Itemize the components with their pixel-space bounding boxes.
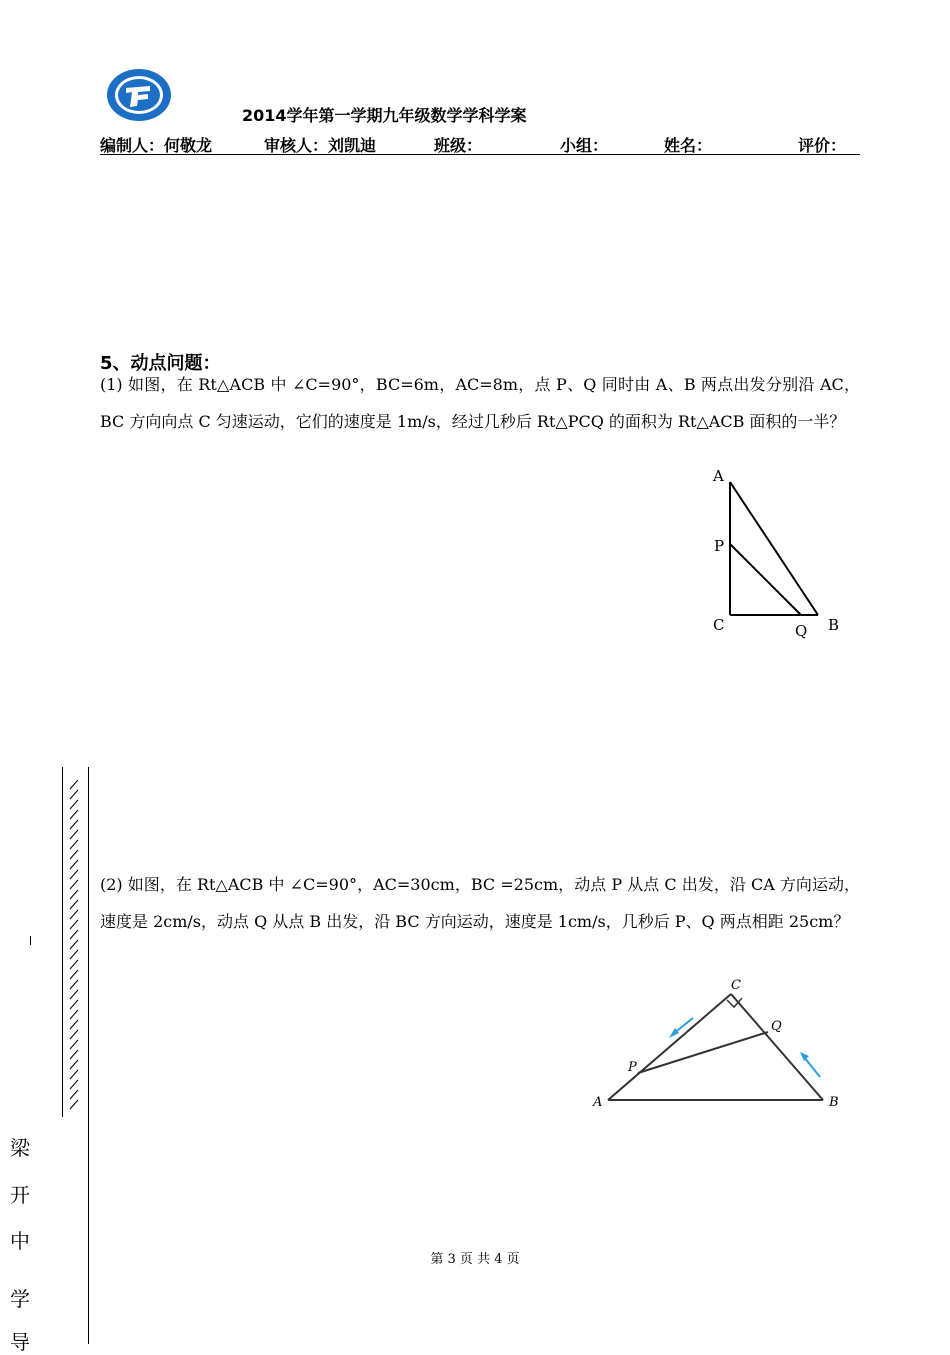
hatch-mark [70,950,78,959]
label-p: P [714,537,725,555]
label-a: A [713,467,724,485]
margin-char: 学 [10,1287,30,1311]
hatch-mark [70,800,78,809]
problem-1-text: (1) 如图，在 Rt△ACB 中 ∠C=90°，BC=6m，AC=8m，点 P、Q 同时由 A、B 两点出发分别沿 AC，BC 方向向点 C 匀速运动，它们的速度是 1m/s，经过几秒后 Rt△PCQ 的面积为 Rt△ACB 面积的一半？ [100,375,860,431]
hatch-mark [70,850,78,859]
hatch-mark [70,1050,78,1059]
hatch-mark [70,1000,78,1009]
hatch-mark [70,810,78,819]
label-q: Q [771,1019,782,1034]
hatch-mark [70,870,78,879]
hatch-mark [70,880,78,889]
hatch-mark [70,1080,78,1089]
evaluation-label: 评价： [798,136,847,155]
hatch-mark [70,780,78,789]
problem-2-text: (2) 如图，在 Rt△ACB 中 ∠C=90°，AC=30cm，BC =25cm，动点 P 从点 C 出发，沿 CA 方向运动，速度是 2cm/s，动点 Q 从点 B 出发，沿 BC 方向运动，速度是 1cm/s，几秒后 P、Q 两点相距 25cm？ [100,875,860,931]
hatch-mark [70,830,78,839]
reviewer-label: 审核人：刘凯迪 [264,136,377,155]
margin-char: 开 [10,1183,30,1207]
hatch-mark [70,820,78,829]
hatch-mark [70,1040,78,1049]
binding-hatch [64,780,86,1120]
hatch-mark [70,930,78,939]
segment-pq [730,544,801,615]
margin-tick [30,936,31,945]
label-b: B [829,1095,839,1110]
label-q: Q [795,622,808,640]
hatch-mark [70,940,78,949]
group-label: 小组： [560,136,609,155]
hatch-mark [70,1010,78,1019]
school-logo [106,68,172,122]
hatch-mark [70,1070,78,1079]
segment-pq [638,1032,768,1073]
binding-line-left [62,767,63,1117]
margin-char: 导 [10,1330,30,1354]
figure-1-triangle [705,462,855,642]
hatch-mark [70,960,78,969]
margin-char: 梁 [10,1136,30,1160]
name-label: 姓名： [664,136,713,155]
arrow-q-head [800,1052,809,1061]
hatch-mark [70,840,78,849]
header-info-row [100,132,860,155]
label-p: P [628,1060,637,1075]
hatch-mark [70,990,78,999]
hatch-mark [70,910,78,919]
hatch-mark [70,1020,78,1029]
label-c: C [713,616,725,634]
label-c: C [731,978,741,993]
hatch-mark [70,1060,78,1069]
hatch-mark [70,890,78,899]
hatch-mark [70,790,78,799]
arrow-q-shaft [804,1057,820,1077]
document-title: 2014学年第一学期九年级数学学科学案 [242,106,527,125]
hatch-mark [70,970,78,979]
hatch-mark [70,1090,78,1099]
figure-2-triangle [585,972,850,1117]
hatch-mark [70,980,78,989]
margin-char: 中 [10,1229,30,1253]
label-b: B [828,616,840,634]
hatch-mark [70,920,78,929]
section-heading: 5、动点问题： [100,353,221,374]
editor-label: 编制人：何敬龙 [100,136,213,155]
hatch-mark [70,900,78,909]
hatch-mark [70,1030,78,1039]
page-number: 第 3 页 共 4 页 [430,1252,520,1267]
label-a: A [593,1095,603,1110]
class-label: 班级： [434,136,483,155]
side-ca [608,994,731,1100]
hatch-mark [70,1100,78,1109]
side-cb [731,994,823,1100]
hatch-mark [70,860,78,869]
side-ab [730,482,818,615]
